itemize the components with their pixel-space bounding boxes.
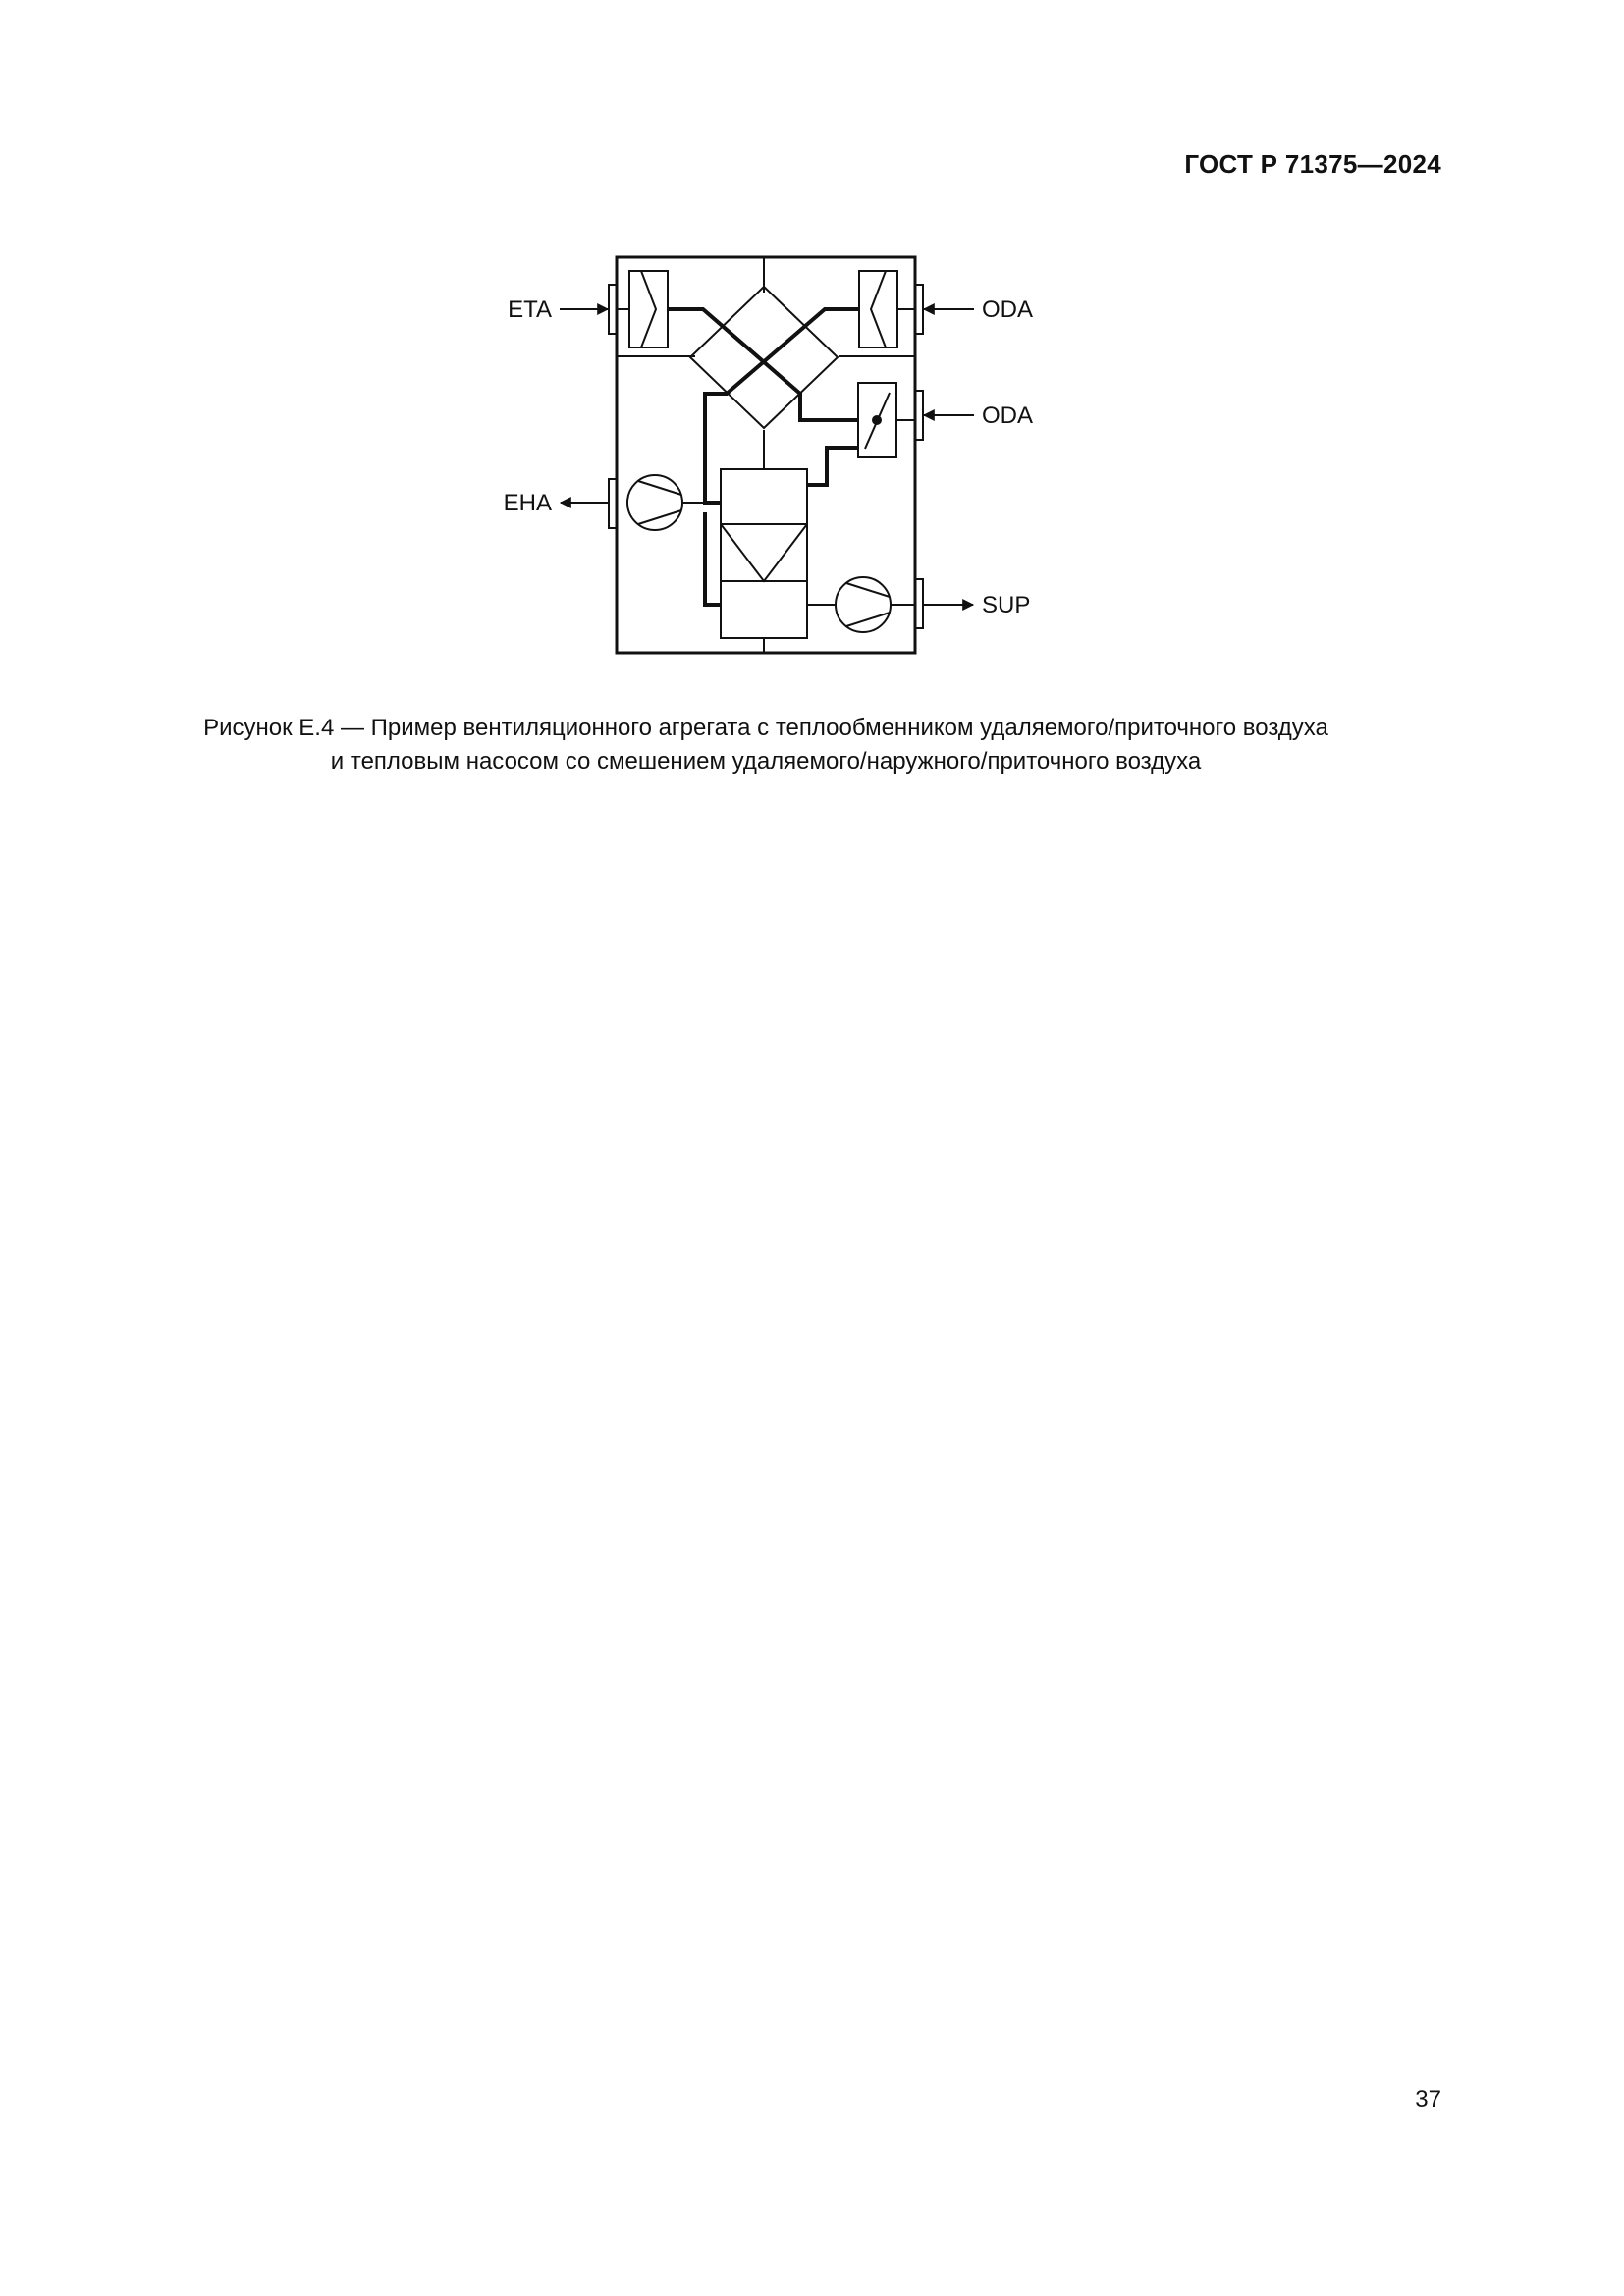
supply-air-path: [705, 512, 721, 605]
eta-label: ETA: [508, 296, 552, 323]
mixed-air-path: [807, 448, 858, 485]
oda-top-label: ODA: [982, 296, 1034, 323]
unit-housing: [617, 257, 915, 653]
standard-header: ГОСТ Р 71375—2024: [1184, 149, 1441, 179]
heat-exchanger-icon: [690, 287, 838, 428]
ventilation-unit-diagram: [461, 245, 1110, 667]
diagram-svg: [461, 245, 1110, 667]
eha-label: EHA: [503, 490, 552, 516]
outdoor-air-path: [705, 309, 859, 503]
heat-pump-icon: [721, 469, 807, 638]
sup-label: SUP: [982, 592, 1031, 618]
exhaust-filter-icon: [629, 271, 668, 347]
oda-middle-label: ODA: [982, 402, 1034, 429]
caption-line-1: Рисунок Е.4 — Пример вентиляционного агрегата с теплообменником удаляемого/приточного воздуха: [203, 715, 1328, 741]
caption-line-2: и тепловым насосом со смешением удаляемого/наружного/приточного воздуха: [330, 748, 1202, 774]
page-number: 37: [1415, 2086, 1441, 2112]
outdoor-filter-icon: [859, 271, 897, 347]
figure-caption: [118, 712, 1414, 778]
exhaust-fan-icon: [627, 475, 682, 530]
supply-fan-icon: [836, 577, 891, 632]
mixing-damper-icon: [858, 383, 896, 457]
